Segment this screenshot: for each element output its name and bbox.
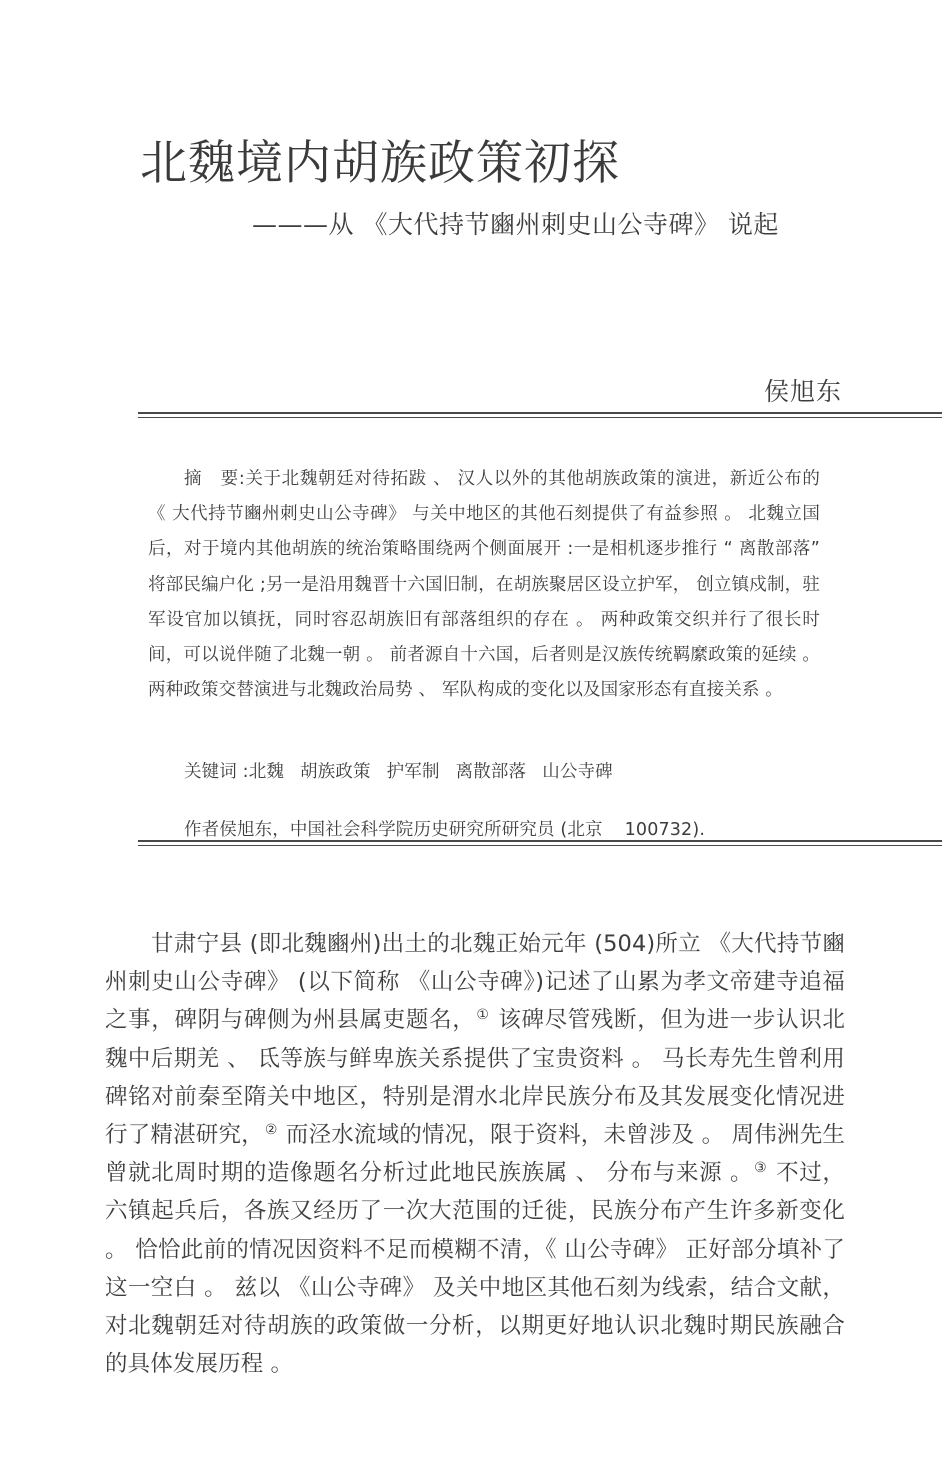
abstract-text: 关于北魏朝廷对待拓跋 、 汉人以外的其他胡族政策的演进，新近公布的 《 大代持节豳州刺史山公寺碑》 与关中地区的其他石刻提供了有益参照 。 北魏立国后，对于境内其他胡族的统治策略围绕两个侧面展开 :一是相机逐步推行 “ 离散部落” 将部民编户化 ;另一是沿用魏晋十六国旧制，在胡族聚居区设立护军， 创立镇戍制，驻军设官加以镇抚，同时容忍胡族旧有部落组织的存在 。 两种政策交织并行了很长时间，可以说伴随了北魏一朝 。 前者源自十六国，后者则是汉族传统羁縻政策的延续 。 两种政策交替演进与北魏政治局势 、 军队构成的变化以及国家形态有直接关系 。 <box>148 469 820 701</box>
footnote-marker-3[interactable]: ③ <box>754 1159 768 1176</box>
keyword-item: 北魏 <box>248 762 285 782</box>
abstract-block <box>148 462 820 708</box>
body-segment: 不过，六镇起兵后，各族又经历了一次大范围的迁徙，民族分布产生许多新变化 。 恰恰此前的情况因资料不足而模糊不清，《 山公寺碑》 正好部分填补了这一空白 。 兹以 《山公寺碑》 及关中地区其他石刻为线索，结合文献，对北魏朝廷对待胡族的政策做一分析，以期更好地认识北魏时期民族融合的具体发展历程 。 <box>105 1160 845 1378</box>
body-segment: 甘肃宁县 (即北魏豳州)出土的北魏正始元年 (504)所立 《大代持节豳州刺史山公寺碑》 (以下简称 《山公寺碑》)记述了山累为孝文帝建寺追福之事，碑阴与碑侧为州县属吏题名， <box>105 931 845 1034</box>
abstract-paragraph <box>148 462 820 708</box>
abstract-label-zhai: 摘 <box>184 469 203 489</box>
keyword-item: 离散部落 <box>455 762 527 782</box>
body-block <box>105 925 845 1383</box>
author-name: 侯旭东 <box>763 377 842 406</box>
body-paragraph <box>105 925 845 1383</box>
affiliation-postcode: 100732). <box>624 820 706 840</box>
divider-top <box>138 412 942 418</box>
abstract-label-yao: 要 <box>220 469 239 489</box>
keyword-item: 山公寺碑 <box>542 762 613 782</box>
footnote-marker-2[interactable]: ② <box>264 1121 278 1138</box>
keywords-label: 关键词 : <box>184 762 249 782</box>
abstract-colon: : <box>238 469 245 489</box>
page-subtitle: ———从 《大代持节豳州刺史山公寺碑》 说起 <box>252 209 779 239</box>
keywords-line <box>148 755 820 790</box>
footnote-marker-1[interactable]: ① <box>476 1006 490 1023</box>
keyword-item: 护军制 <box>386 762 440 782</box>
keyword-item: 胡族政策 <box>300 762 371 782</box>
title-block <box>0 138 950 240</box>
body-segment: 该碑尽管残断，但为进一步认识北魏中后期羌 、 氐等族与鲜卑族关系提供了宝贵资料 。 马长寿先生曾利用碑铭对前秦至隋关中地区，特别是渭水北岸民族分布及其发展变化情况进行了精湛研究， <box>105 1007 845 1149</box>
divider-bottom <box>138 840 942 846</box>
page-title: 北魏境内胡族政策初探 <box>140 136 620 191</box>
affiliation-text: 作者侯旭东，中国社会科学院历史研究所研究员 (北京 <box>184 820 603 840</box>
body-segment: 而泾水流域的情况，限于资料，未曾涉及 。 周伟洲先生曾就北周时期的造像题名分析过此地民族族属 、 分布与来源 。 <box>105 1122 845 1187</box>
